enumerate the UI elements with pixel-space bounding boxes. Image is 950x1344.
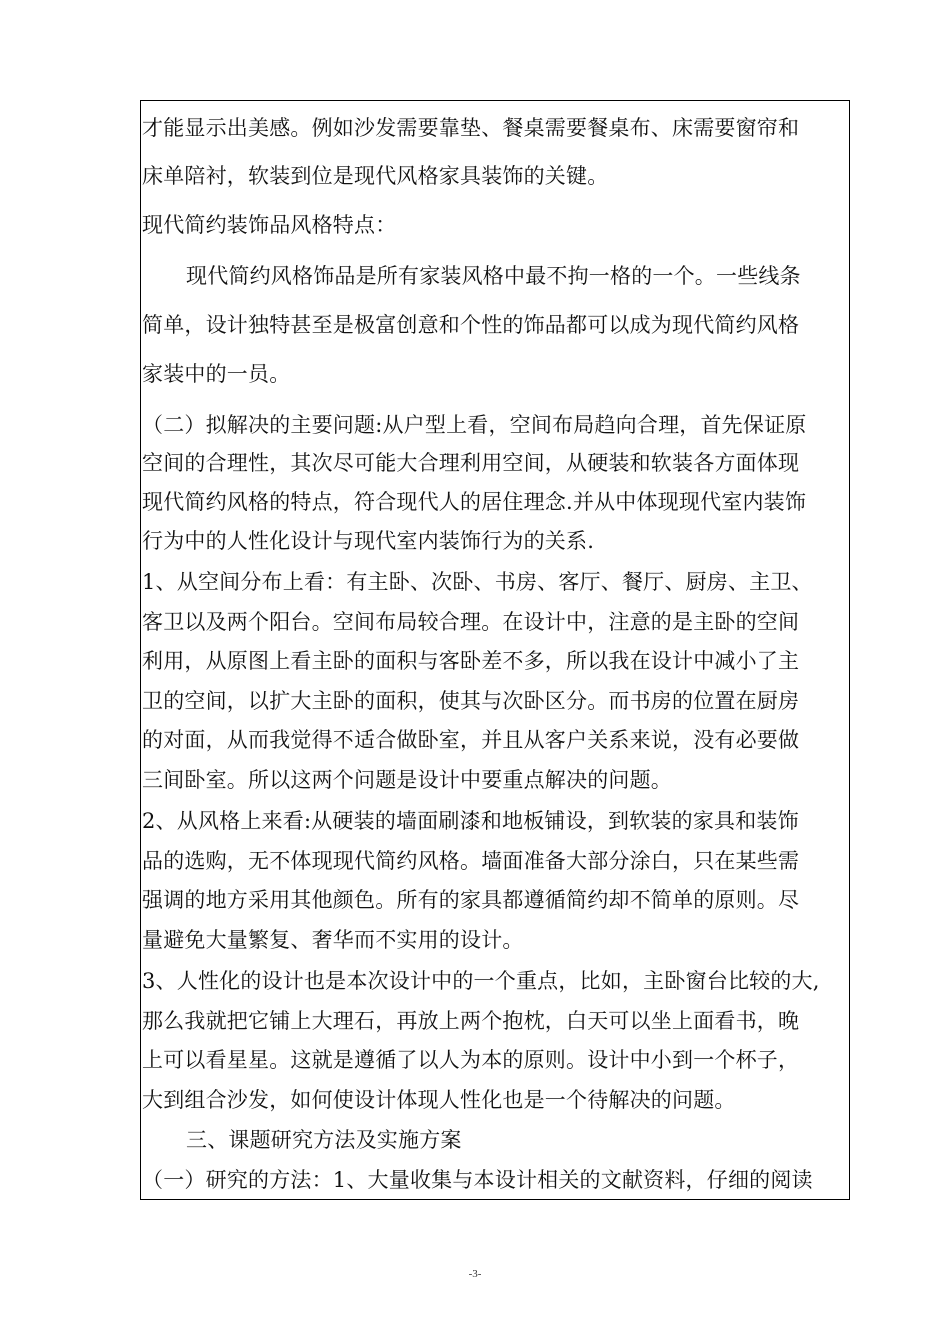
text-line: 卫的空间，以扩大主卧的面积，使其与次卧区分。而书房的位置在厨房 <box>142 689 800 713</box>
text-line: 强调的地方采用其他颜色。所有的家具都遵循简约却不简单的原则。尽 <box>142 888 800 912</box>
page-number: -3- <box>468 1268 482 1280</box>
text-line: 空间的合理性，其次尽可能大合理利用空间，从硬装和软装各方面体现 <box>142 451 800 475</box>
text-line: 那么我就把它铺上大理石，再放上两个抱枕，白天可以坐上面看书，晚 <box>142 1009 800 1033</box>
text-line: 三间卧室。所以这两个问题是设计中要重点解决的问题。 <box>142 768 672 792</box>
text-line: （二）拟解决的主要问题:从户型上看，空间布局趋向合理，首先保证原 <box>142 413 807 437</box>
text-line: 品的选购，无不体现现代简约风格。墙面准备大部分涂白，只在某些需 <box>142 849 800 873</box>
text-line: 2、从风格上来看:从硬装的墙面刷漆和地板铺设，到软装的家具和装饰 <box>142 809 799 833</box>
section-heading: 三、课题研究方法及实施方案 <box>186 1128 462 1152</box>
text-line: 床单陪衬，软装到位是现代风格家具装饰的关键。 <box>142 164 609 188</box>
text-line: 家装中的一员。 <box>142 362 291 386</box>
text-line: 3、人性化的设计也是本次设计中的一个重点，比如，主卧窗台比较的大, <box>142 969 820 993</box>
text-line: 上可以看星星。这就是遵循了以人为本的原则。设计中小到一个杯子， <box>142 1048 800 1072</box>
text-line: 大到组合沙发，如何使设计体现人性化也是一个待解决的问题。 <box>142 1088 736 1112</box>
text-line: 的对面，从而我觉得不适合做卧室，并且从客户关系来说，没有必要做 <box>142 728 800 752</box>
text-line: 行为中的人性化设计与现代室内装饰行为的关系. <box>142 529 595 553</box>
text-line: 现代简约装饰品风格特点： <box>142 213 397 237</box>
text-line: 量避免大量繁复、奢华而不实用的设计。 <box>142 928 524 952</box>
text-line: 利用，从原图上看主卧的面积与客卧差不多，所以我在设计中减小了主 <box>142 649 800 673</box>
text-line: 现代简约风格的特点，符合现代人的居住理念.并从中体现现代室内装饰 <box>142 490 807 514</box>
text-line: 现代简约风格饰品是所有家装风格中最不拘一格的一个。一些线条 <box>186 264 801 288</box>
text-line: 才能显示出美感。例如沙发需要靠垫、餐桌需要餐桌布、床需要窗帘和 <box>142 116 800 140</box>
text-line: 简单，设计独特甚至是极富创意和个性的饰品都可以成为现代简约风格 <box>142 313 800 337</box>
text-line: 1、从空间分布上看：有主卧、次卧、书房、客厅、餐厅、厨房、主卫、 <box>142 570 813 594</box>
text-line: （一）研究的方法：1、大量收集与本设计相关的文献资料，仔细的阅读 <box>142 1168 813 1192</box>
text-line: 客卫以及两个阳台。空间布局较合理。在设计中，注意的是主卧的空间 <box>142 610 800 634</box>
